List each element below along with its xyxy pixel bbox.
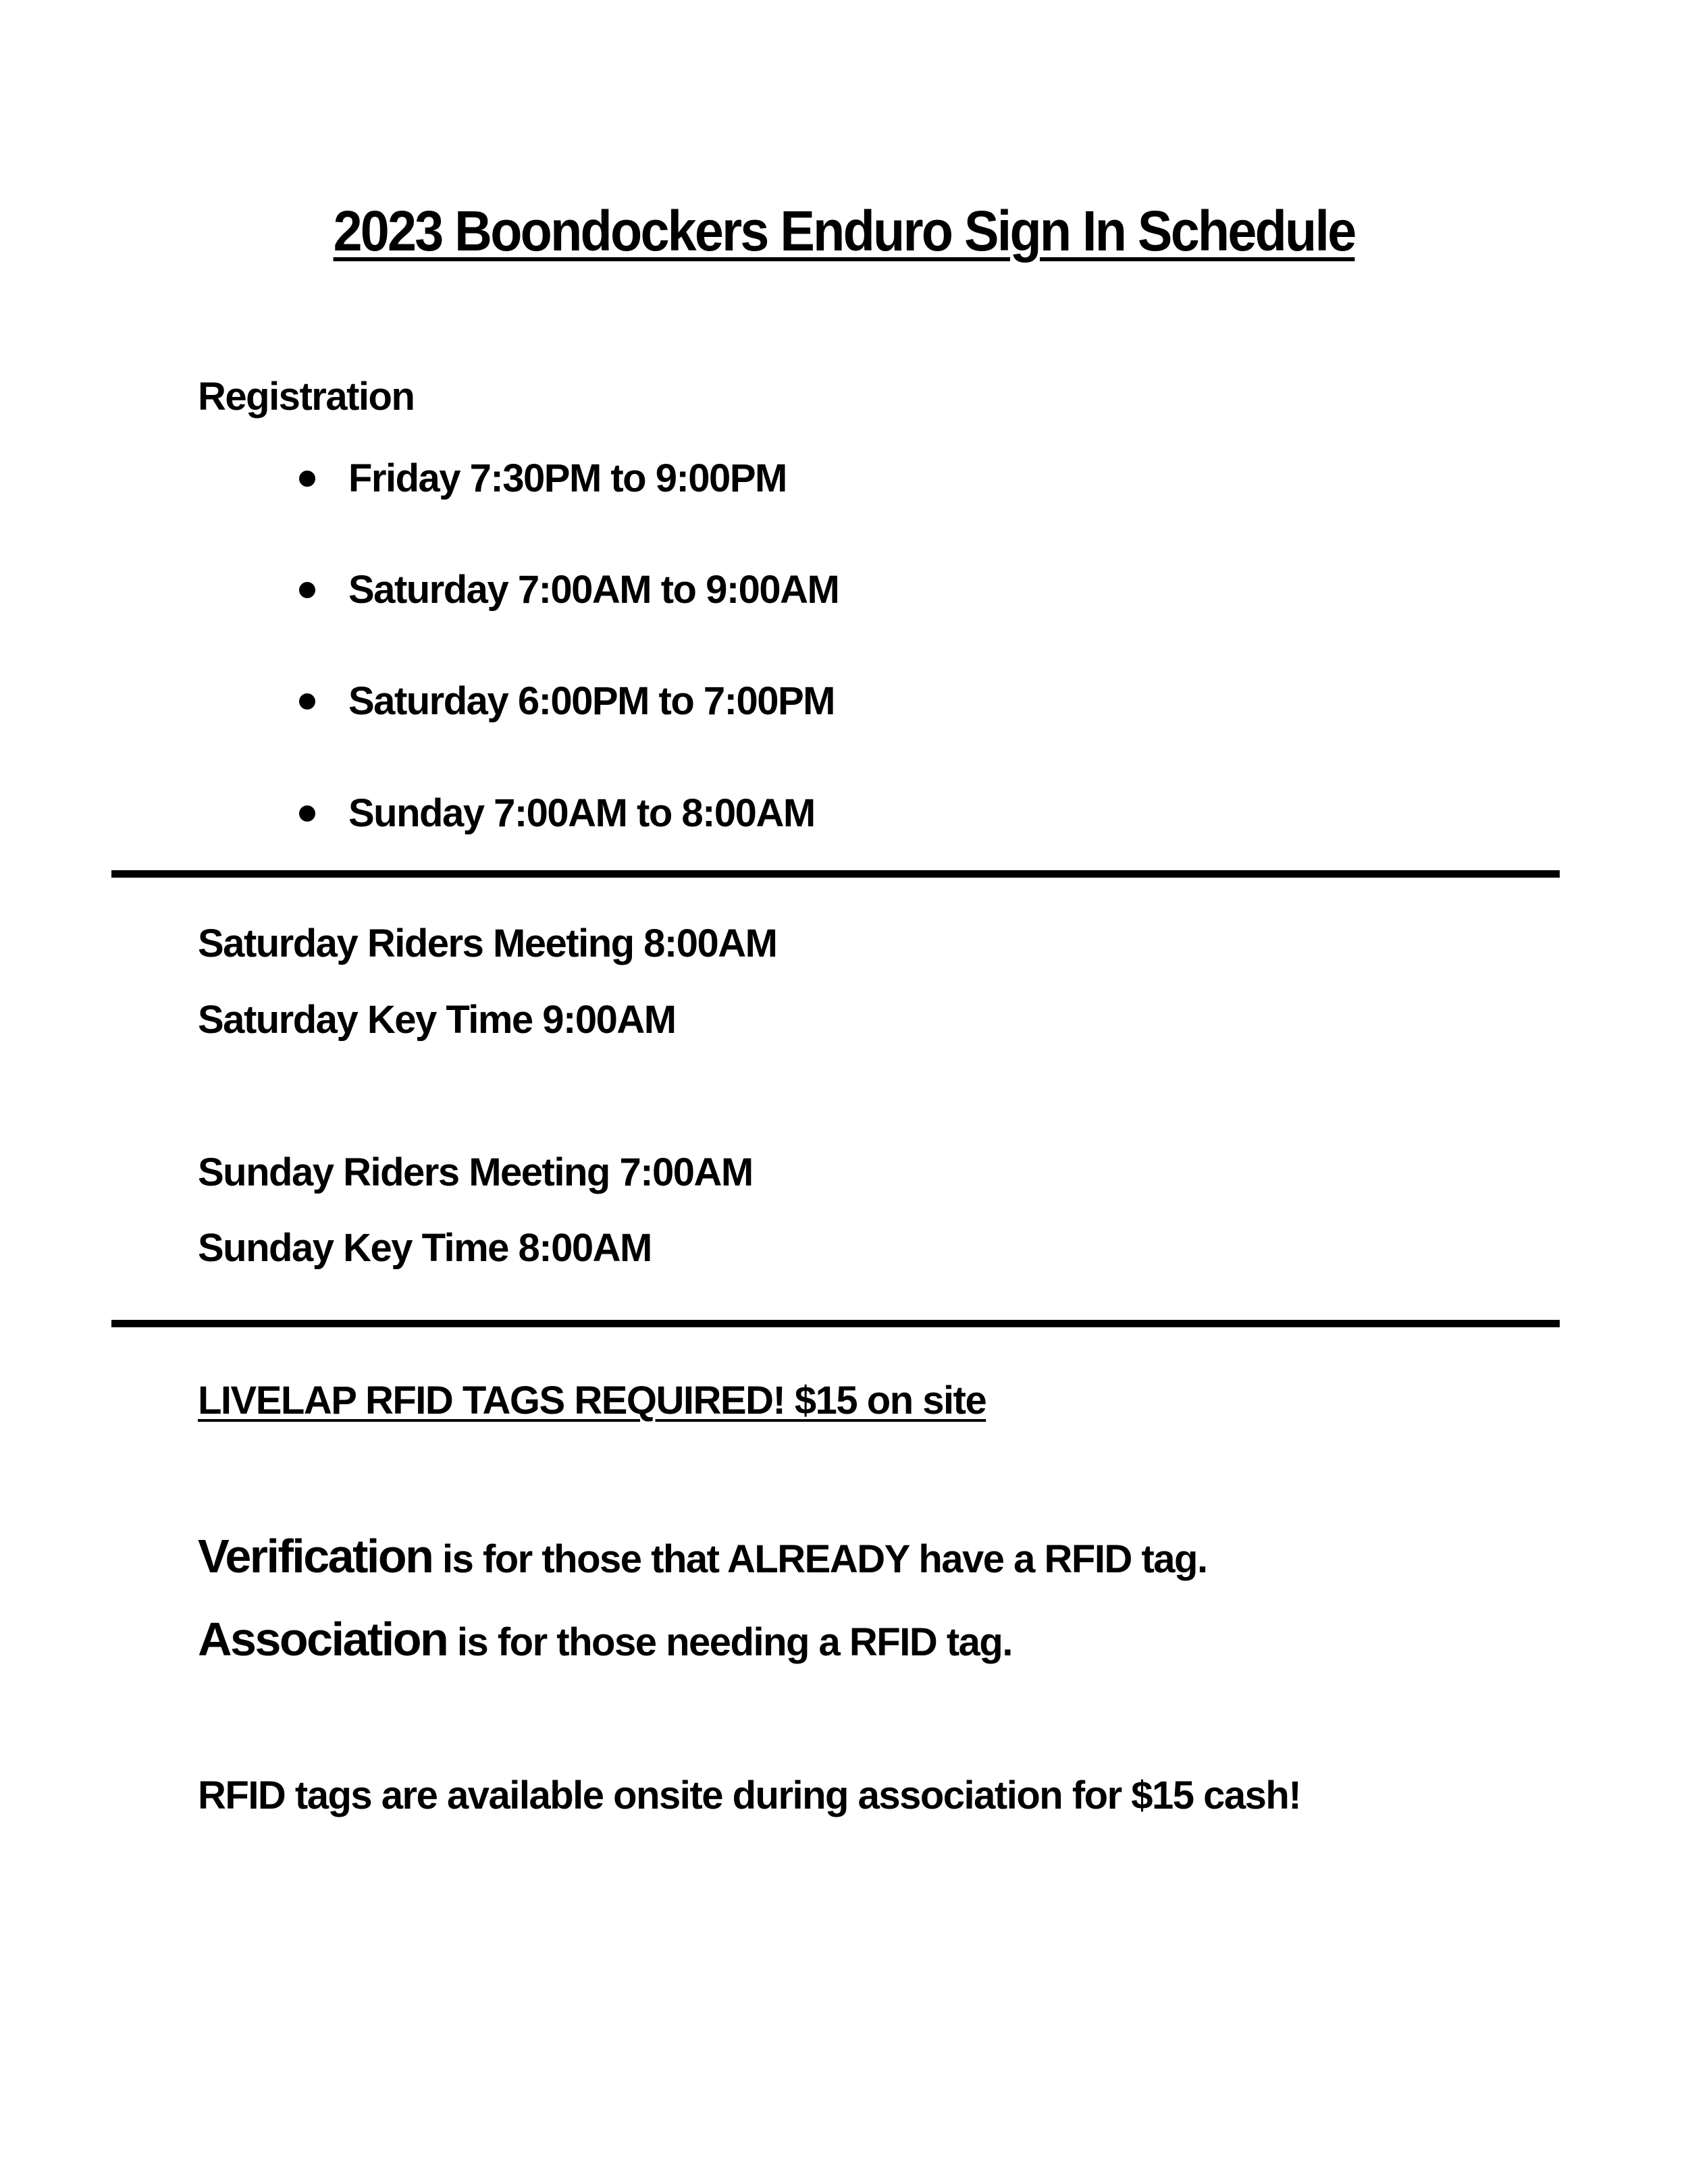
document-title: 2023 Boondockers Enduro Sign In Schedule [333, 199, 1355, 263]
bullet-icon [299, 693, 315, 710]
bullet-icon [299, 805, 315, 822]
registration-time: Sunday 7:00AM to 8:00AM [348, 791, 815, 835]
saturday-key-time: Saturday Key Time 9:00AM [198, 998, 676, 1042]
section-divider [111, 870, 1560, 878]
footer-note: RFID tags are available onsite during association for $15 cash! [198, 1774, 1301, 1817]
registration-label: Registration [198, 375, 415, 419]
sunday-riders-meeting: Sunday Riders Meeting 7:00AM [198, 1150, 753, 1194]
bullet-icon [299, 582, 315, 598]
rfid-notice: LIVELAP RFID TAGS REQUIRED! $15 on site [198, 1379, 986, 1422]
registration-time: Friday 7:30PM to 9:00PM [348, 456, 787, 500]
verification-text: is for those that ALREADY have a RFID tag. [432, 1537, 1207, 1581]
verification-line [198, 1529, 1207, 1587]
association-term: Association [198, 1613, 448, 1666]
verification-term: Verification [198, 1530, 433, 1582]
bullet-icon [299, 471, 315, 487]
sunday-key-time: Sunday Key Time 8:00AM [198, 1226, 652, 1270]
registration-time: Saturday 6:00PM to 7:00PM [348, 679, 835, 723]
saturday-riders-meeting: Saturday Riders Meeting 8:00AM [198, 922, 777, 965]
registration-time: Saturday 7:00AM to 9:00AM [348, 568, 839, 612]
association-line [198, 1612, 1012, 1670]
association-text: is for those needing a RFID tag. [447, 1620, 1012, 1664]
section-divider [111, 1320, 1560, 1327]
